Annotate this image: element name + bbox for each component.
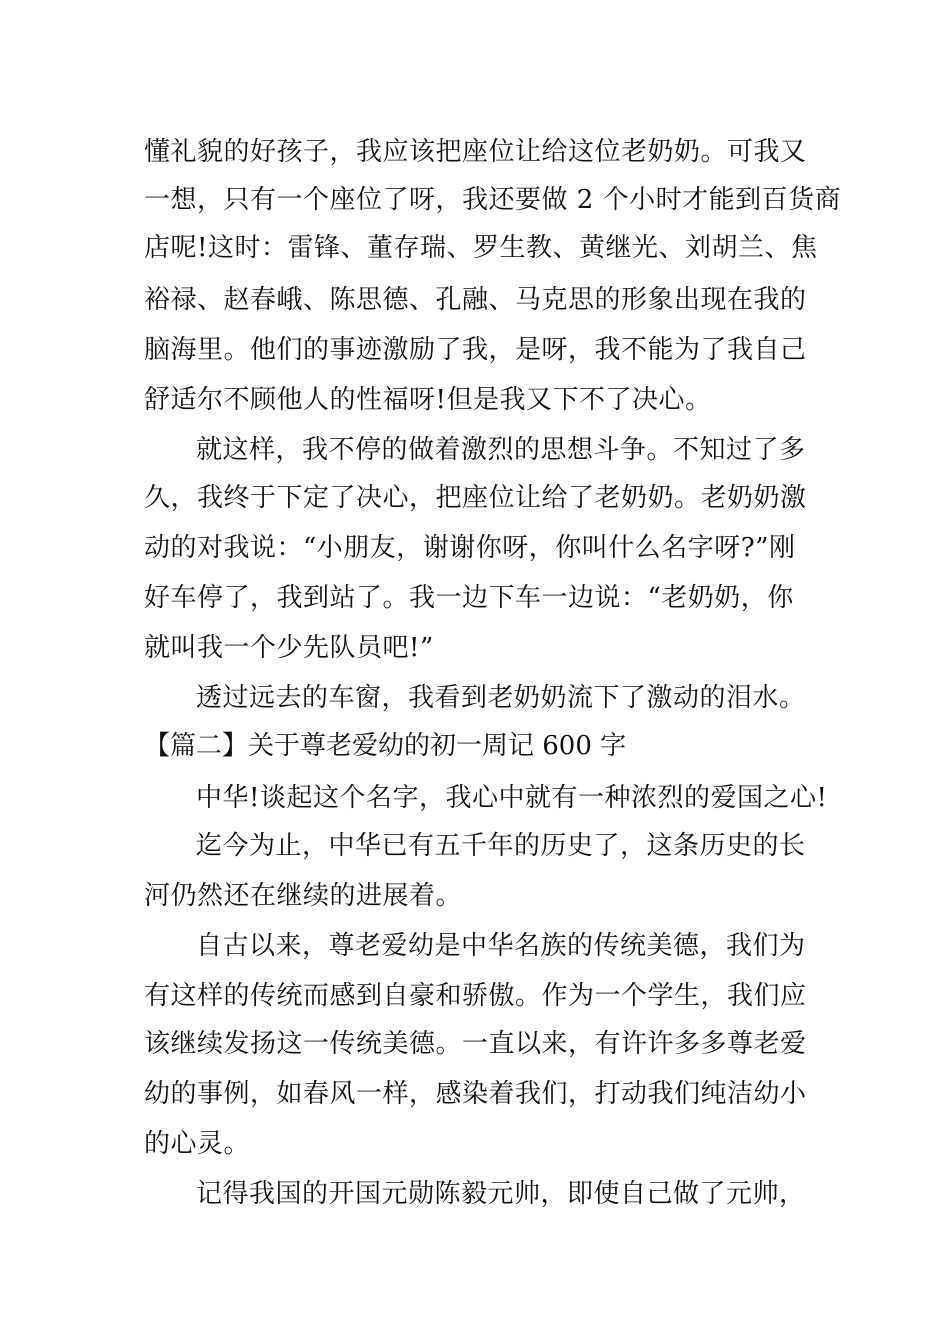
text-line: 就这样，我不停的做着激烈的思想斗争。不知过了多 <box>196 435 806 465</box>
text-line: 记得我国的开国元勋陈毅元帅，即使自己做了元帅， <box>196 1179 806 1209</box>
text-line: 舒适尔不顾他人的性福呀!但是我又下不了决心。 <box>144 385 712 415</box>
text-line: 中华!谈起这个名字，我心中就有一种浓烈的爱国之心! <box>196 783 828 813</box>
text-line: 河仍然还在继续的进展着。 <box>144 881 463 911</box>
text-line: 幼的事例，如春风一样，感染着我们，打动我们纯洁幼小 <box>144 1079 807 1109</box>
text-line: 一想，只有一个座位了呀，我还要做 2 个小时才能到百货商 <box>144 185 842 215</box>
text-line: 该继续发扬这一传统美德。一直以来，有许许多多尊老爱 <box>144 1029 807 1059</box>
text-line: 有这样的传统而感到自豪和骄傲。作为一个学生，我们应 <box>144 981 807 1011</box>
text-line: 懂礼貌的好孩子，我应该把座位让给这位老奶奶。可我又 <box>144 137 807 167</box>
section-heading: 【篇二】关于尊老爱幼的初一周记 600 字 <box>144 731 627 761</box>
text-line: 迄今为止，中华已有五千年的历史了，这条历史的长 <box>196 831 806 861</box>
text-line: 就叫我一个少先队员吧!” <box>144 633 434 663</box>
text-line: 久，我终于下定了决心，把座位让给了老奶奶。老奶奶激 <box>144 483 807 513</box>
text-line: 动的对我说：“小朋友，谢谢你呀，你叫什么名字呀?”刚 <box>144 533 796 563</box>
text-line: 好车停了，我到站了。我一边下车一边说：“老奶奶，你 <box>144 583 794 613</box>
text-line: 店呢!这时：雷锋、董存瑞、罗生教、黄继光、刘胡兰、焦 <box>144 233 818 263</box>
text-line: 脑海里。他们的事迹激励了我，是呀，我不能为了我自己 <box>144 335 807 365</box>
text-line: 的心灵。 <box>144 1129 251 1159</box>
text-line: 透过远去的车窗，我看到老奶奶流下了激动的泪水。 <box>196 683 806 713</box>
text-line: 裕禄、赵春峨、陈思德、孔融、马克思的形象出现在我的 <box>144 285 807 315</box>
text-line: 自古以来，尊老爱幼是中华名族的传统美德，我们为 <box>196 931 806 961</box>
